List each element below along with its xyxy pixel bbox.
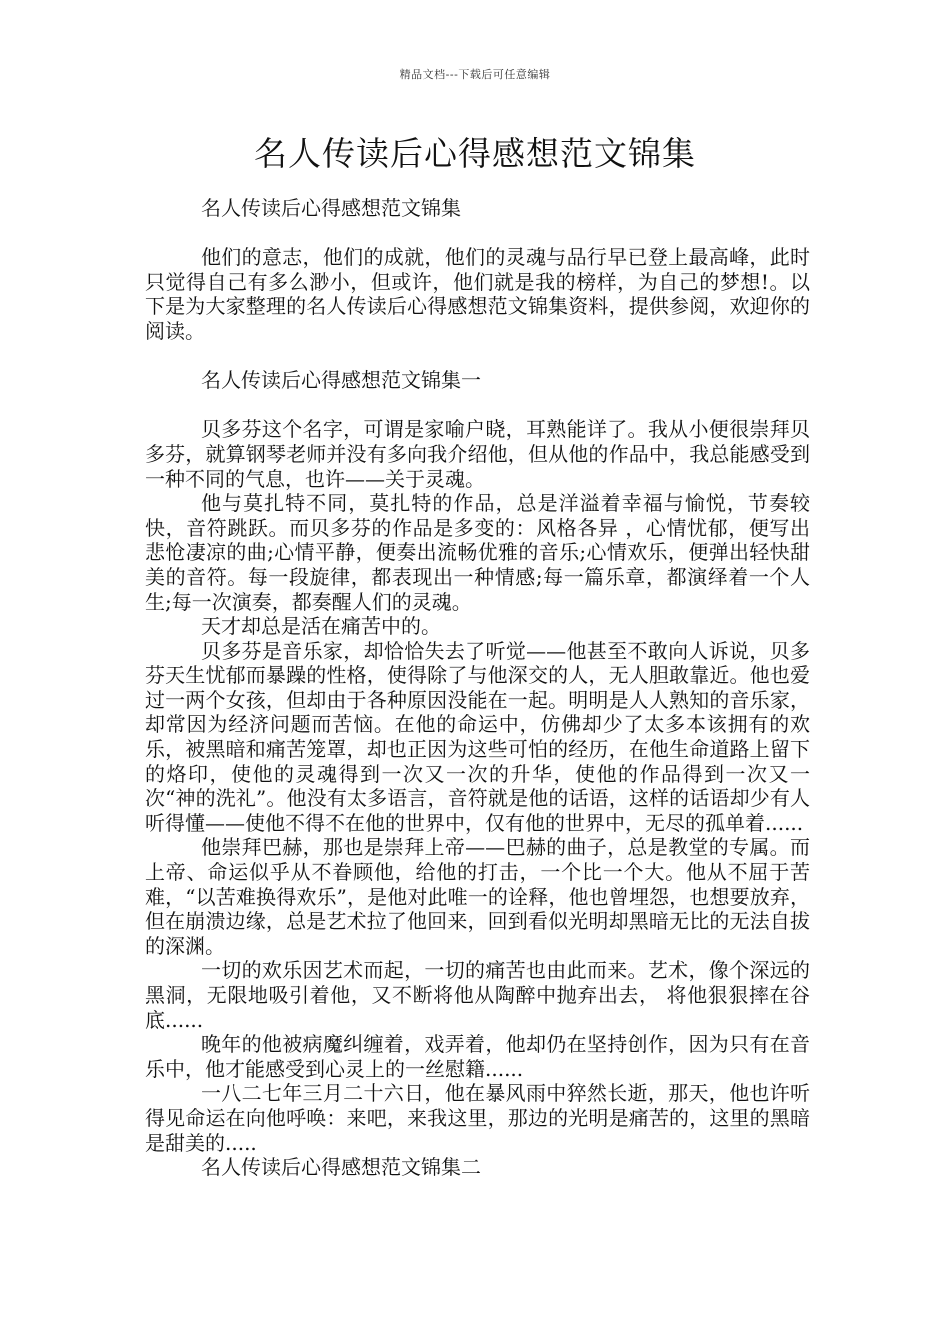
header-note: 精品文档---下载后可任意编辑: [399, 68, 551, 81]
body-paragraph: 他崇拜巴赫，那也是崇拜上帝——巴赫的曲子，总是教堂的专属。而上帝、命运似乎从不眷顾他，给他的打击，一个比一个大。他从不屈于苦难，“以苦难换得欢乐”，是他对此唯一的诠释，他也曾埋怨，也想要放弃，但在崩溃边缘，总是艺术拉了他回来，回到看似光明却黑暗无比的无法自拔的深渊。: [145, 835, 810, 958]
intro-paragraph: 他们的意志，他们的成就，他们的灵魂与品行早已登上最高峰，此时只觉得自己有多么渺小，但或许，他们就是我的榜样，为自己的梦想!。以下是为大家整理的名人传读后心得感想范文锦集资料，提供参阅，欢迎你的阅读。: [145, 245, 810, 343]
subtitle-paragraph: 名人传读后心得感想范文锦集: [201, 196, 461, 220]
body-paragraph: 贝多芬这个名字，可谓是家喻户晓，耳熟能详了。我从小便很崇拜贝多芬，就算钢琴老师并没有多向我介绍他，但从他的作品中，我总能感受到一种不同的气息，也许——关于灵魂。: [145, 417, 810, 491]
document-body: [145, 196, 810, 1180]
section-heading-1: 名人传读后心得感想范文锦集一: [201, 368, 481, 393]
document-title: 名人传读后心得感想范文锦集: [254, 134, 696, 173]
body-paragraph: 天才却总是活在痛苦中的。: [201, 614, 441, 639]
body-paragraph: 一八二七年三月二十六日，他在暴风雨中猝然长逝，那天，他也许听得见命运在向他呼唤：来吧，来我这里，那边的光明是痛苦的，这里的黑暗是甜美的.....: [145, 1081, 810, 1155]
body-paragraph: 他与莫扎特不同，莫扎特的作品，总是洋溢着幸福与愉悦，节奏较快，音符跳跃。而贝多芬的作品是多变的：风格各异 ，心情忧郁，便写出悲怆凄凉的曲;心情平静，便奏出流畅优雅的音乐;心情欢乐，便弹出轻快甜美的音符。每一段旋律，都表现出一种情感;每一篇乐章，都演绎着一个人生;每一次演奏，都奏醒人们的灵魂。: [145, 491, 810, 614]
body-paragraph: 晚年的他被病魔纠缠着，戏弄着，他却仍在坚持创作，因为只有在音乐中，他才能感受到心灵上的一丝慰籍......: [145, 1032, 810, 1081]
section-heading-2: 名人传读后心得感想范文锦集二: [201, 1155, 481, 1180]
body-paragraph: 贝多芬是音乐家，却恰恰失去了听觉——他甚至不敢向人诉说，贝多芬天生忧郁而暴躁的性格，使得除了与他深交的人，无人胆敢靠近。他也爱过一两个女孩，但却由于各种原因没能在一起。明明是人人熟知的音乐家，却常因为经济问题而苦恼。在他的命运中，仿佛却少了太多本该拥有的欢乐，被黑暗和痛苦笼罩，却也正因为这些可怕的经历，在他生命道路上留下的烙印，使他的灵魂得到一次又一次的升华，使他的作品得到一次又一次“神的洗礼”。他没有太多语言，音符就是他的话语，这样的话语却少有人听得懂——使他不得不在他的世界中，仅有他的世界中，无尽的孤单着......: [145, 638, 810, 835]
body-paragraph: 一切的欢乐因艺术而起，一切的痛苦也由此而来。艺术，像个深远的黑洞，无限地吸引着他，又不断将他从陶醉中抛弃出去， 将他狠狠摔在谷底......: [145, 958, 810, 1032]
